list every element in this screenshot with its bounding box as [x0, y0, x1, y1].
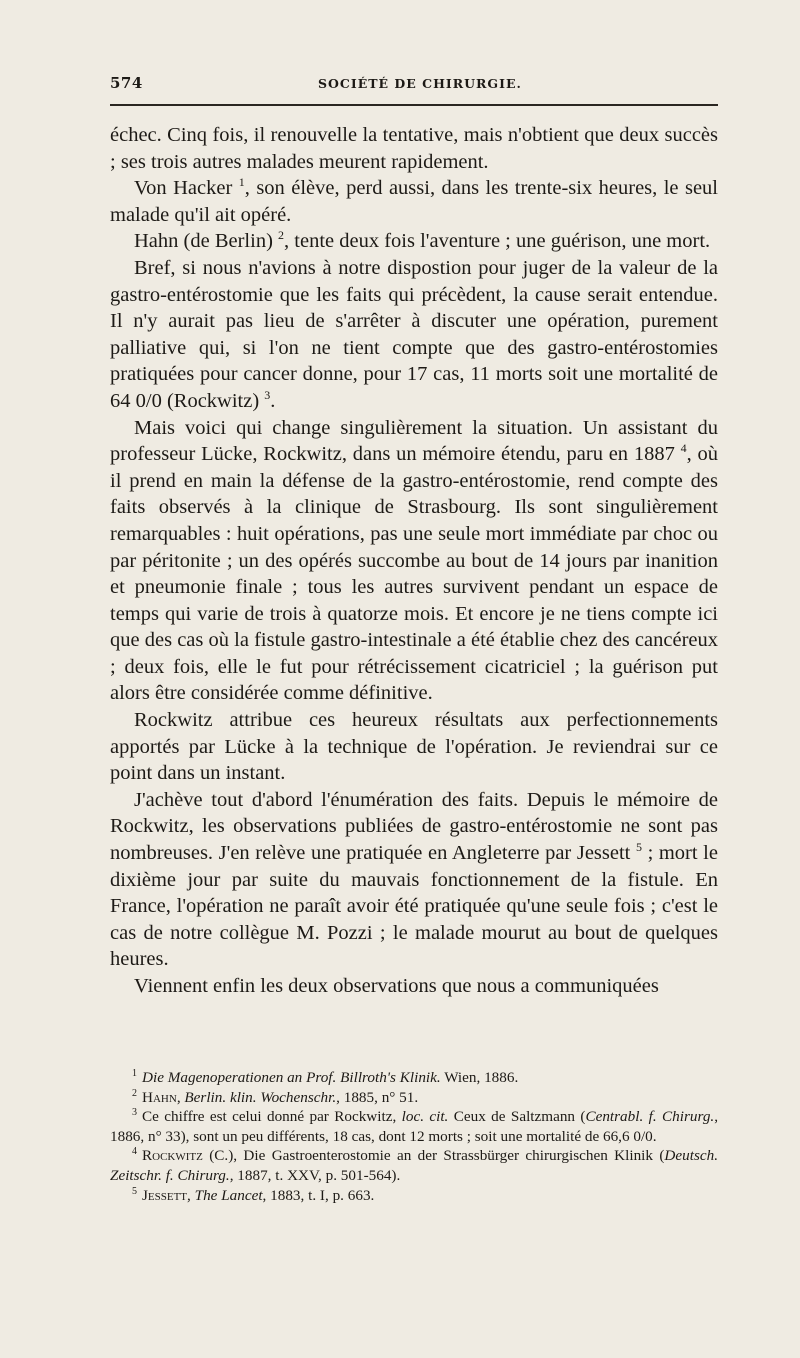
paragraph [110, 973, 718, 1000]
footnote [110, 1107, 718, 1146]
footnote-reference: 4 [680, 441, 687, 456]
body-text [110, 122, 718, 1000]
footnote-text: , [176, 1088, 185, 1106]
footnote-number: 3 [132, 1107, 137, 1119]
footnote-author: Hahn [142, 1088, 177, 1106]
footnotes [110, 1068, 718, 1205]
text-segment: J'achève tout d'abord l'énumération des faits. Depuis le mémoire de Rockwitz, les observations publiées de gastro-entérostomie ne sont pas nombreuses. J'en relève une pratiquée en Angleterre par Jessett [110, 788, 718, 865]
footnote-title: Deutsch. Zeitschr. f. Chirurg. [110, 1147, 718, 1184]
text-segment: Mais voici qui change singulièrement la situation. Un assistant du professeur Lücke, Rockwitz, dans un mémoire étendu, paru en 1887 [110, 416, 718, 466]
footnote-title: Berlin. klin. Wochenschr. [184, 1088, 337, 1106]
footnote-reference: 5 [635, 840, 642, 855]
page-number: 574 [110, 74, 143, 92]
footnote-title: Centrabl. f. Chirurg. [585, 1108, 715, 1126]
text-segment: , où il prend en main la défense de la gastro-entérostomie, rend compte des faits observés à la clinique de Strasbourg. Ils sont singulièrement remarquables : huit opérations, pas une seule mort immédiate par choc ou par péritonite ; un des opérés succombe au bout de 14 jours par inanition et pneumonie finale ; tous les autres survivent pendant un espace de temps qui varie de trois à quatorze mois. Et encore je ne tiens compte ici que des cas où la fistule gastro-intestinale a été établie chez des cancéreux ; deux fois, elle le fut pour rétrécissement cicatriciel ; la guérison put alors être considérée comme définitive. [110, 443, 719, 705]
footnote-number: 4 [132, 1146, 137, 1158]
footnote-author: Rockwitz [142, 1147, 203, 1165]
text-segment: échec. Cinq fois, il renouvelle la tentative, mais n'obtient que deux succès ; ses trois autres malades meurent rapidement. [110, 124, 718, 173]
page-header [110, 64, 718, 106]
footnote [110, 1088, 718, 1108]
text-segment: , son élève, perd aussi, dans les trente-six heures, le seul malade qu'il ait opéré. [110, 177, 718, 226]
footnote-text: Wien, 1886. [440, 1069, 519, 1086]
footnote [110, 1068, 718, 1088]
paragraph [110, 707, 718, 787]
footnote-title: The Lancet [194, 1186, 263, 1204]
footnote-title: loc. cit. [401, 1108, 449, 1126]
text-segment: Hahn (de Berlin) [134, 230, 279, 253]
paragraph [110, 787, 718, 973]
footnote-number: 2 [132, 1087, 137, 1099]
text-segment: Bref, si nous n'avions à notre dispostion pour juger de la valeur de la gastro-entérostomie que les faits qui précèdent, la cause serait entendue. Il n'y aurait pas lieu de s'arrêter à discuter une opération, purement palliative qui, si l'on ne tient compte que des gastro-entérostomies pratiquées pour cancer donne, pour 17 cas, 11 morts soit une mortalité de 64 0/0 (Rockwitz) [110, 256, 718, 412]
footnote-text: , 1885, n° 51. [336, 1088, 419, 1106]
footnote-title: Die Magenoperationen an Prof. Billroth's Klinik. [142, 1069, 441, 1086]
paragraph [110, 175, 718, 228]
footnote-text: Ceux de Saltzmann ( [448, 1108, 586, 1126]
paragraph [110, 122, 718, 175]
footnote [110, 1146, 718, 1185]
footnote-text: , 1886, n° 33), sont un peu différents, 18 cas, dont 12 morts ; soit une mortalité de 66,6 0/0. [110, 1108, 719, 1145]
text-segment: , tente deux fois l'aventure ; une guérison, une mort. [284, 230, 711, 253]
footnote [110, 1186, 718, 1206]
footnote-number: 5 [132, 1185, 137, 1197]
footnote-reference: 3 [264, 388, 271, 403]
footnote-text: (C.), Die Gastroenterostomie an der Strassbürger chirurgischen Klinik ( [202, 1147, 665, 1165]
footnote-text: Ce chiffre est celui donné par Rockwitz, [142, 1108, 402, 1126]
running-title: SOCIÉTÉ DE CHIRURGIE. [318, 76, 522, 91]
text-segment: . [270, 389, 276, 412]
footnote-text: , [187, 1186, 195, 1204]
footnote-author: Jessett [142, 1186, 188, 1204]
text-segment: Viennent enfin les deux observations que nous a communiquées [134, 975, 659, 997]
footnote-text: , 1887, t. XXV, p. 501-564). [229, 1166, 401, 1184]
paragraph [110, 415, 718, 708]
footnote-number: 1 [132, 1067, 137, 1079]
text-segment: Von Hacker [134, 177, 239, 200]
footnote-reference: 1 [238, 175, 245, 190]
paragraph [110, 255, 718, 415]
paragraph [110, 228, 718, 255]
text-segment: Rockwitz attribue ces heureux résultats aux perfectionnements apportés par Lücke à la technique de l'opération. Je reviendrai sur ce point dans un instant. [110, 709, 718, 785]
text-segment: ; mort le dixième jour par suite du mauvais fonctionnement de la fistule. En France, l'opération ne paraît avoir été pratiquée qu'une seule fois ; c'est le cas de notre collègue M. Pozzi ; le malade mourut au bout de quelques heures. [110, 842, 718, 971]
footnote-reference: 2 [278, 228, 285, 243]
footnote-text: , 1883, t. I, p. 663. [262, 1186, 375, 1204]
